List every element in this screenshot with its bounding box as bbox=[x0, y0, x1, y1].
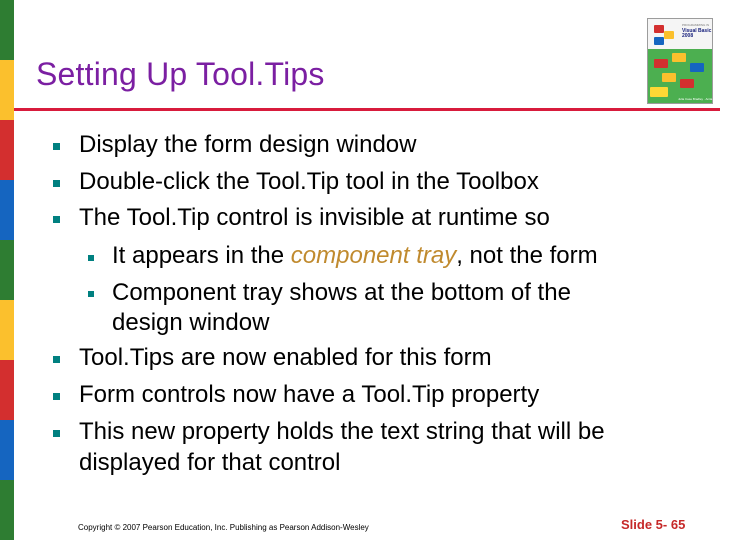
cover-authors: Julia Case Bradley · Anita C. Millspaugh bbox=[678, 97, 731, 101]
sub-bullet-text: It appears in the component tray, not the form bbox=[112, 242, 598, 269]
slide-title: Setting Up Tool.Tips bbox=[36, 56, 325, 92]
cover-subtitle: PROGRAMMING IN bbox=[682, 23, 710, 27]
bullet-text: This new property holds the text string that will be bbox=[79, 418, 605, 445]
slide-number: Slide 5- 65 bbox=[621, 517, 686, 532]
bullet-continuation: displayed for that control bbox=[79, 449, 341, 476]
bullet-text: Double-click the Tool.Tip tool in the Toolbox bbox=[79, 168, 539, 195]
highlighted-term: component tray bbox=[290, 242, 457, 269]
sub-bullet-continuation: design window bbox=[112, 309, 270, 336]
bullet-text: Display the form design window bbox=[79, 131, 417, 158]
bullet-text: Form controls now have a Tool.Tip property bbox=[79, 381, 540, 408]
bullet-marker-icon bbox=[53, 430, 60, 437]
bullet-marker-icon bbox=[53, 143, 60, 150]
copyright-footer: Copyright © 2007 Pearson Education, Inc. Publishing as Pearson Addison-Wesley bbox=[78, 523, 369, 532]
bullet-marker-icon bbox=[53, 216, 60, 223]
sub-bullet-text: Component tray shows at the bottom of the bbox=[112, 279, 571, 306]
bullet-text: Tool.Tips are now enabled for this form bbox=[79, 344, 492, 371]
bullet-marker-icon bbox=[53, 356, 60, 363]
sub-bullet-marker-icon bbox=[88, 255, 94, 261]
bullet-text: The Tool.Tip control is invisible at runtime so bbox=[79, 204, 550, 231]
bullet-marker-icon bbox=[53, 180, 60, 187]
bullet-marker-icon bbox=[53, 393, 60, 400]
sub-bullet-marker-icon bbox=[88, 291, 94, 297]
cover-title: Visual Basic 2008 bbox=[682, 28, 712, 39]
